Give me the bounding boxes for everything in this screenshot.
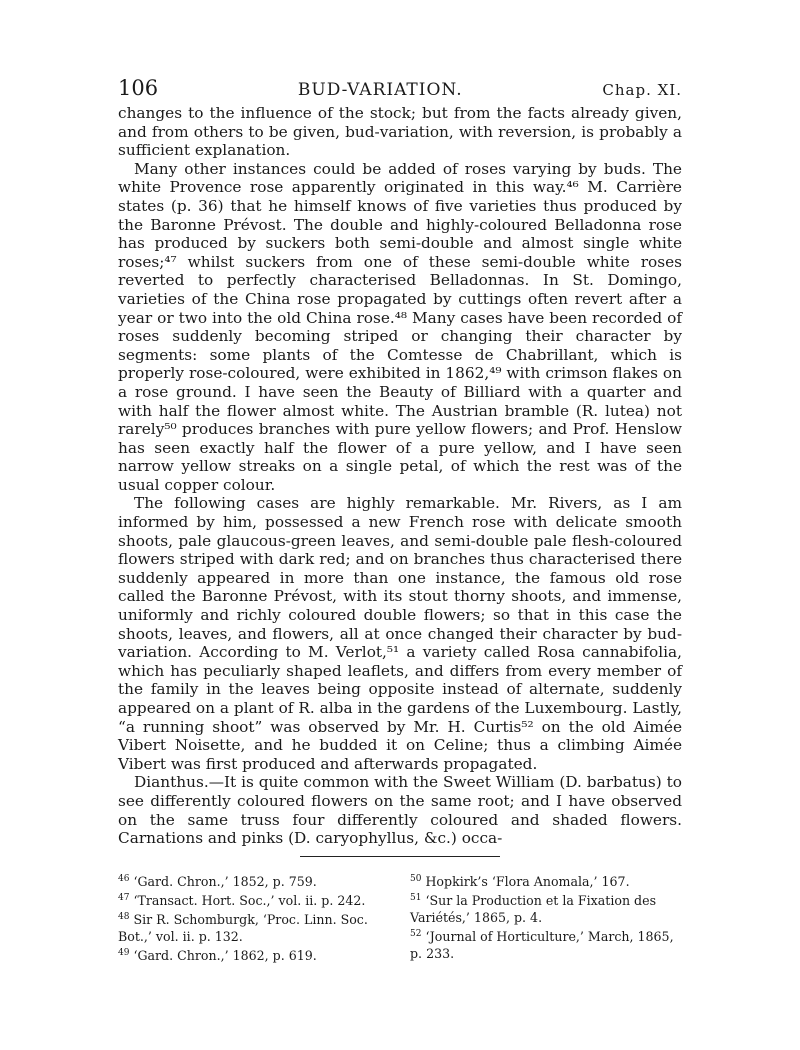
- footnotes-right-column: [410, 871, 682, 965]
- paragraph: changes to the influence of the stock; but from the facts already given, and from others to be given, bud-variation, with reversion, is probably a sufficient explanation.: [118, 104, 682, 160]
- footnote-text: Sir R. Schomburgk, ‘Proc. Linn. Soc. Bot.,’ vol. ii. p. 132.: [118, 912, 368, 945]
- footnote: [118, 871, 390, 890]
- footnotes: [118, 871, 682, 965]
- footnote: [118, 890, 390, 909]
- footnote-text: ‘Transact. Hort. Soc.,’ vol. ii. p. 242.: [133, 893, 366, 909]
- body-text: [118, 104, 682, 848]
- paragraph: Many other instances could be added of roses varying by buds. The white Provence rose apparently originated in this way.⁴⁶ M. Carrière states (p. 36) that he himself knows of five varieties thus produced by the Baronne Prévost. The double and highly-coloured Belladonna rose has produced by suckers both semi-double and almost single white roses;⁴⁷ whilst suckers from one of these semi-double white roses reverted to perfectly characterised Belladonnas. In St. Domingo, varieties of the China rose propagated by cuttings often revert after a year or two into the old China rose.⁴⁸ Many cases have been recorded of roses suddenly becoming striped or changing their character by segments: some plants of the Comtesse de Chabrillant, which is properly rose-coloured, were exhibited in 1862,⁴⁹ with crimson flakes on a rose ground. I have seen the Beauty of Billiard with a quarter and with half the flower almost white. The Austrian bramble (R. lutea) not rarely⁵⁰ produces branches with pure yellow flowers; and Prof. Henslow has seen exactly half the flower of a pure yellow, and I have seen narrow yellow streaks on a single petal, of which the rest was of the usual copper colour.: [118, 159, 682, 494]
- footnote: [118, 909, 390, 945]
- running-title: BUD-VARIATION.: [297, 80, 463, 100]
- footnotes-left-column: [118, 871, 390, 965]
- footnote: [410, 871, 682, 890]
- footnote-text: ‘Gard. Chron.,’ 1852, p. 759.: [133, 873, 317, 889]
- footnote-number: 48: [118, 912, 130, 923]
- footnote-number: 52: [410, 929, 422, 940]
- footnote: [410, 890, 682, 926]
- footnote-number: 49: [118, 948, 130, 959]
- footnote-divider: [300, 856, 500, 857]
- footnote-text: ‘Journal of Horticulture,’ March, 1865, p. 233.: [410, 929, 674, 962]
- running-header: [118, 76, 682, 100]
- footnote-number: 50: [410, 873, 422, 884]
- footnote-text: ‘Sur la Production et la Fixation des Variétés,’ 1865, p. 4.: [410, 893, 657, 926]
- page-number: 106: [118, 76, 159, 100]
- footnote-text: ‘Gard. Chron.,’ 1862, p. 619.: [133, 948, 317, 964]
- footnote-text: Hopkirk’s ‘Flora Anomala,’ 167.: [425, 873, 630, 889]
- chapter-label: Chap. XI.: [602, 81, 682, 99]
- footnote: [118, 945, 390, 964]
- footnote: [410, 926, 682, 962]
- paragraph: Dianthus.—It is quite common with the Sweet William (D. barbatus) to see differently coloured flowers on the same root; and I have observed on the same truss four differently coloured and shaded flowers. Carnations and pinks (D. caryophyllus, &c.) occa-: [118, 773, 682, 848]
- footnote-number: 51: [410, 892, 422, 903]
- footnote-number: 47: [118, 892, 130, 903]
- footnote-number: 46: [118, 873, 130, 884]
- paragraph: The following cases are highly remarkable. Mr. Rivers, as I am informed by him, possessed a new French rose with delicate smooth shoots, pale glaucous-green leaves, and semi-double pale flesh-coloured flowers striped with dark red; and on branches thus characterised there suddenly appeared in more than one instance, the famous old rose called the Baronne Prévost, with its stout thorny shoots, and immense, uniformly and richly coloured double flowers; so that in this case the shoots, leaves, and flowers, all at once changed their character by bud-variation. According to M. Verlot,⁵¹ a variety called Rosa cannabifolia, which has peculiarly shaped leaflets, and differs from every member of the family in the leaves being opposite instead of alternate, suddenly appeared on a plant of R. alba in the gardens of the Luxembourg. Lastly, “a running shoot” was observed by Mr. H. Curtis⁵² on the old Aimée Vibert Noisette, and he budded it on Celine; thus a climbing Aimée Vibert was first produced and afterwards propagated.: [118, 494, 682, 773]
